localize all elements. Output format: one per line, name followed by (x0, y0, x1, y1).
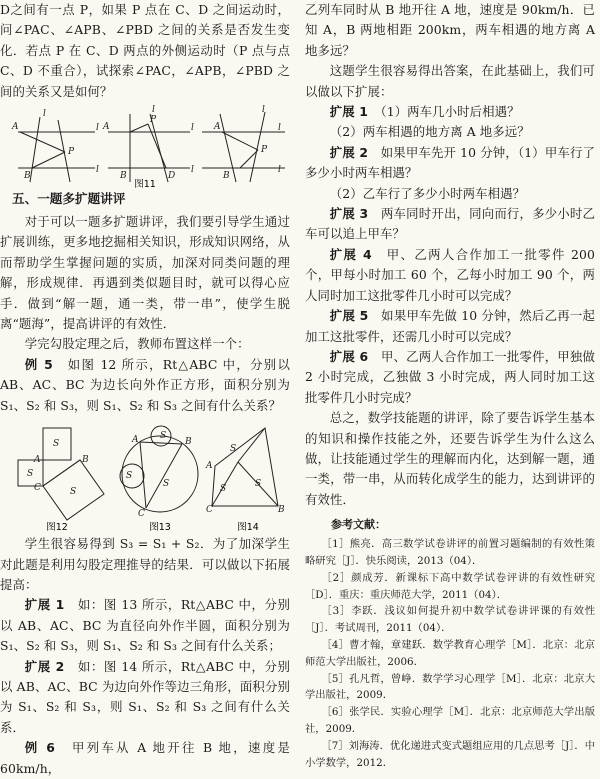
extension-r3-text: 两车同时开出，同向而行，多少小时乙车可以追上甲车？ (305, 206, 595, 242)
reference-item: ［2］颜成芳．新课标下高中数学试卷评讲的有效性研究［D］．重庆：重庆师范大学，2011（04）． (305, 571, 595, 601)
extension-r2 (305, 143, 595, 184)
svg-text:B: B (278, 505, 285, 516)
svg-text:A: A (103, 122, 110, 133)
extension-r4-label: 扩展 4 (329, 246, 372, 262)
svg-text:S: S (126, 471, 133, 482)
svg-text:l: l (278, 165, 281, 176)
references-heading: 参考文献： (331, 518, 386, 532)
extension-r5-label: 扩展 5 (329, 308, 369, 324)
svg-text:S: S (163, 479, 170, 490)
svg-text:l: l (278, 123, 281, 134)
svg-text:C: C (138, 509, 145, 520)
svg-text:B: B (24, 171, 31, 182)
example-5-label: 例 5 (24, 356, 53, 372)
svg-text:S: S (255, 479, 262, 490)
example-6 (0, 738, 290, 779)
paragraph-student-result: 学生很容易得到 S₃ = S₁ + S₂．为了加深学生对此题是利用勾股定理推导的结果．可以做以下拓展提高： (0, 536, 290, 592)
references-list (305, 536, 595, 771)
svg-text:S: S (220, 484, 227, 495)
svg-text:A: A (34, 455, 41, 466)
extension-2 (0, 657, 290, 739)
extension-r2-label: 扩展 2 (329, 144, 369, 160)
svg-text:P: P (68, 147, 75, 158)
svg-text:B: B (223, 171, 230, 182)
figure-11 (0, 102, 290, 188)
svg-text:l: l (262, 105, 265, 116)
svg-text:l: l (191, 123, 194, 134)
left-column (0, 0, 290, 779)
svg-text:A: A (214, 122, 221, 133)
extension-r3-label: 扩展 3 (329, 206, 369, 222)
figures-12-14 (0, 416, 290, 534)
example-6-label: 例 6 (24, 740, 55, 756)
reference-item: ［3］李跃．浅议如何提升初中数学试卷讲评课的有效性［J］．考试周刊，2011（04）． (305, 605, 595, 635)
example-6-text: 甲列车从 A 地开往 B 地，速度是 60km/h， (0, 740, 290, 776)
extension-r1-label: 扩展 1 (329, 104, 368, 120)
svg-text:l: l (191, 165, 194, 176)
section-heading: 五、一题多扩题讲评 (12, 191, 126, 207)
extension-r4-text: 甲、乙两人合作加工一批零件 200 个，甲每小时加工 60 个，乙每小时加工 90 个，两人同时加工这批零件几小时可以完成？ (305, 246, 595, 303)
svg-text:A: A (132, 435, 139, 446)
paragraph-assignment: 学完勾股定理之后，教师布置这样一个： (24, 336, 250, 352)
figure-13-caption: 图13 (149, 522, 171, 534)
extension-r5-text: 如果甲车先做 10 分钟，然后乙再一起加工这批零件，还需几小时可以完成？ (305, 308, 595, 344)
paragraph-conclusion: 总之，数学技能题的讲评，除了要告诉学生基本的知识和操作技能之外，还要告诉学生为什么这么做，让技能通过学生的理解而内化，达到解一题，通一类，带一串，从而转化成学生的能力，达到讲评的有效性． (305, 410, 595, 507)
extension-r3 (305, 204, 595, 245)
svg-text:A: A (12, 122, 19, 133)
figure-12-caption: 图12 (46, 522, 68, 534)
extension-r2-text: 如果甲车先开 10 分钟，（1）甲车行了多少小时两车相遇？ (305, 144, 595, 181)
extension-r6-text: 甲、乙两人合作加工一批零件，甲独做 2 小时完成，乙独做 3 小时完成，两人同时加工这批零件几小时完成？ (305, 348, 595, 405)
extension-1-label: 扩展 1 (24, 597, 65, 613)
extension-r4 (305, 245, 595, 306)
extension-r2-part2: （2）乙车行了多少小时两车相遇？ (329, 185, 526, 201)
figure-14-caption: 图14 (237, 522, 259, 534)
paragraph-intro: 对于可以一题多扩题讲评，我们要引导学生通过扩展训练，更多地挖掘相关知识，形成知识网络，从而帮助学生掌握问题的实质，加深对同类问题的理解，形成规律．再遇到类似题目时，就可以得心应手．做到“解一题，通一类，带一串”，使学生脱离“题海”，提高讲评的有效性． (0, 214, 290, 332)
example-5-text: 如图 12 所示，Rt△ABC 中，分别以 AB、AC、BC 为边长向外作正方形，面积分别为 S₁、S₂ 和 S₃，则 S₁、S₂ 和 S₃ 之间有什么关系？ (0, 356, 290, 413)
reference-item: ［5］孔凡哲，曾峥．数学学习心理学［M］．北京：北京大学出版社，2009． (305, 672, 595, 702)
svg-text:l: l (152, 105, 155, 116)
reference-item: ［1］熊亮．高三数学试卷讲评的前置习题编制的有效性策略研究［J］．快乐阅读，2013（04）． (305, 538, 595, 567)
extension-2-text: 如：图 14 所示，Rt△ABC 中，分别以 AB、AC、BC 为边向外作等边三角形，面积分别为 S₁、S₂ 和 S₃，则 S₁、S₂ 和 S₃ 之间有什么关系． (0, 658, 290, 735)
paragraph-problem-continued: D之间有一点 P，如果 P 点在 C、D 之间运动时，问∠PAC、∠APB、∠PBD 之间的关系是否发生变化．若点 P 在 C、D 两点的外侧运动时（P 点与点 C、D 不重合），试探索∠PAC，∠APB，∠PBD 之间的关系又是如何？ (0, 2, 290, 99)
svg-text:S: S (230, 444, 237, 455)
svg-text:A: A (206, 461, 213, 472)
svg-text:B: B (120, 171, 127, 182)
reference-item: ［4］曹才翰，章建跃．数学教育心理学［M］．北京：北京师范大学出版社，2006． (305, 638, 595, 668)
svg-text:S: S (53, 439, 60, 450)
reference-item: ［7］刘海涛．优化递进式变式题组应用的几点思考［J］．中小学数学，2012． (305, 739, 595, 769)
svg-text:l: l (43, 109, 46, 120)
extension-1 (0, 595, 290, 656)
right-column (305, 0, 595, 771)
extension-1-text: 如：图 13 所示，Rt△ABC 中，分别以 AB、AC、BC 为直径向外作半圆，面积分别为 S₁、S₂ 和 S₃，则 S₁、S₂ 和 S₃ 之间有什么关系； (0, 597, 290, 654)
svg-text:S: S (27, 469, 34, 480)
extension-r6-label: 扩展 6 (329, 348, 369, 364)
svg-text:P: P (150, 115, 157, 126)
svg-text:B: B (185, 437, 192, 448)
svg-text:S: S (160, 431, 167, 442)
figure-11-caption: 图11 (134, 179, 156, 189)
extension-r6 (305, 347, 595, 408)
extension-2-label: 扩展 2 (24, 658, 65, 674)
svg-text:l: l (96, 123, 99, 134)
example-5 (0, 355, 290, 416)
svg-text:S: S (70, 487, 77, 498)
extension-r1-part2: （2）两车相遇的地方离 A 地多远？ (329, 124, 530, 140)
extension-r5 (305, 306, 595, 347)
svg-text:D: D (168, 171, 176, 182)
paragraph-extension-intro: 这题学生很容易得出答案，在此基础上，我们可以做以下扩展： (305, 63, 595, 99)
svg-text:B: B (82, 455, 89, 466)
example-6-continued: 乙列车同时从 B 地开往 A 地，速度是 90km/h．已知 A，B 两地相距 200km，两车相遇的地方离 A 地多远？ (305, 2, 595, 58)
extension-r1-text: （1）两车几小时后相遇？ (380, 104, 520, 120)
extension-r1 (305, 102, 595, 122)
svg-text:C: C (34, 483, 41, 494)
svg-text:l: l (96, 165, 99, 176)
svg-text:P: P (261, 145, 268, 156)
svg-text:C: C (206, 505, 213, 516)
reference-item: ［6］张学民．实验心理学［M］．北京：北京师范大学出版社，2009． (305, 706, 595, 735)
